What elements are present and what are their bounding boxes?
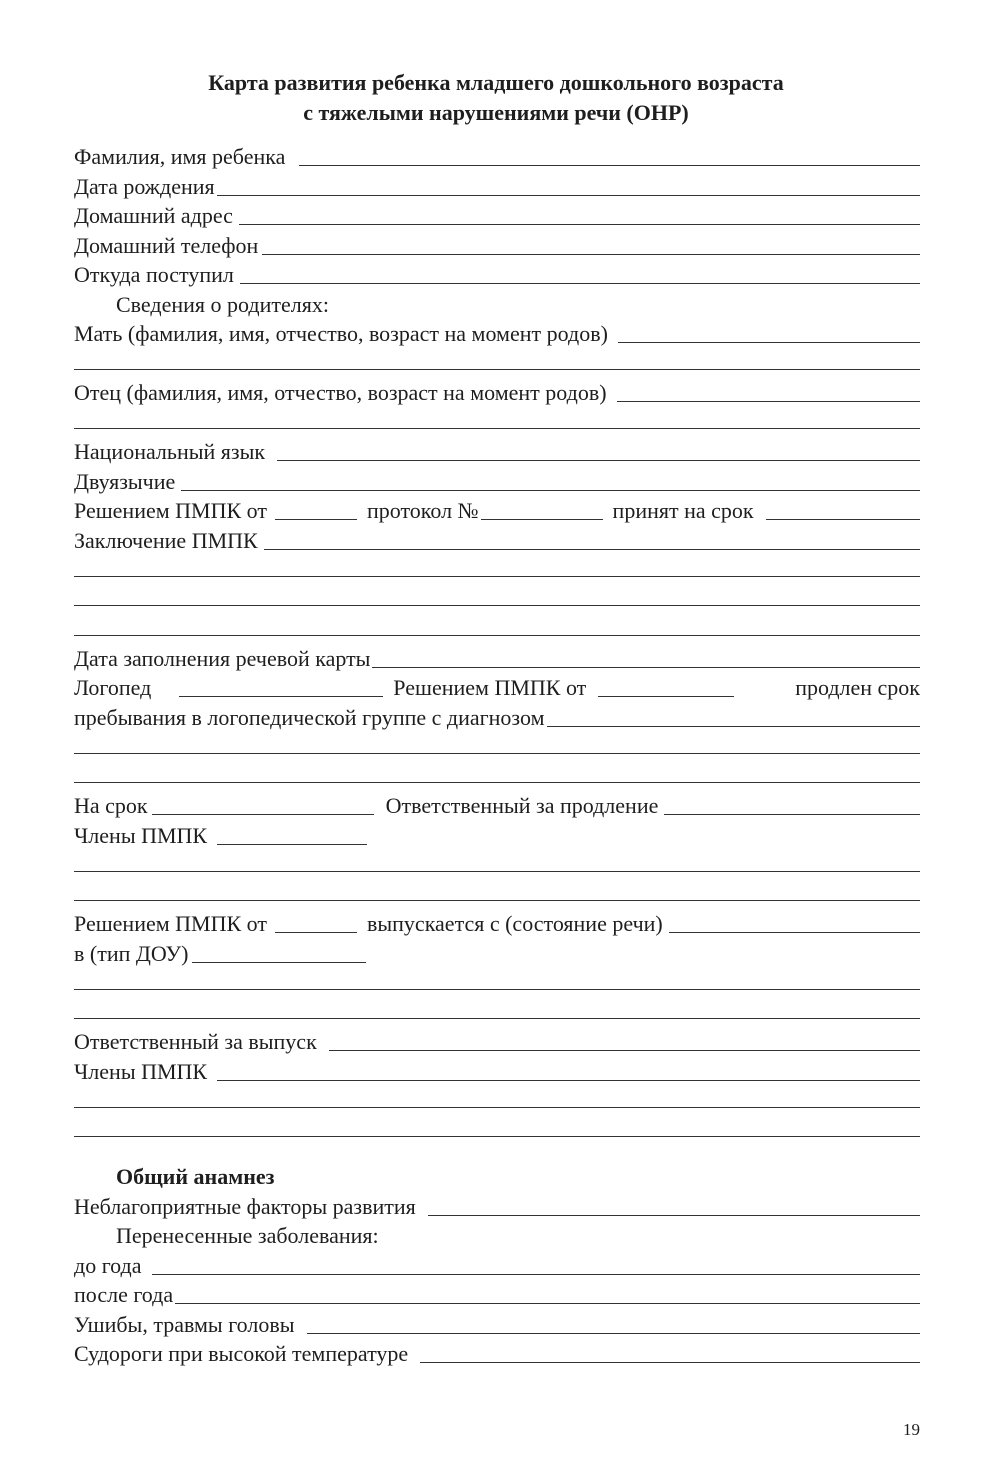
home-phone-label: Домашний телефон (74, 232, 259, 258)
pmpk-conclusion-label: Заключение ПМПК (74, 527, 258, 553)
child-name-field[interactable] (299, 145, 920, 166)
seizures-field[interactable] (420, 1342, 920, 1363)
anamnesis-heading: Общий анамнез (116, 1164, 275, 1189)
row-father (74, 378, 920, 408)
row-pmpk-release (74, 909, 920, 939)
pmpk-decision-3-date-field[interactable] (275, 912, 357, 933)
pmpk-members-2-field[interactable] (217, 1060, 920, 1081)
unfavorable-factors-label: Неблагоприятные факторы развития (74, 1193, 416, 1219)
row-unfavorable-factors (74, 1192, 920, 1222)
dou-type-line-3[interactable] (74, 998, 920, 1028)
mother-field[interactable] (618, 322, 920, 343)
anamnesis-section (74, 1162, 920, 1369)
pmpk-members-2-line-2[interactable] (74, 1086, 920, 1116)
birth-date-label: Дата рождения (74, 173, 215, 199)
head-injuries-label: Ушибы, травмы головы (74, 1311, 295, 1337)
row-head-injuries (74, 1310, 920, 1340)
accepted-for-label: принят на срок (612, 498, 754, 523)
home-address-label: Домашний адрес (74, 203, 233, 228)
parents-heading: Сведения о родителях: (116, 291, 329, 317)
pmpk-members-field[interactable] (217, 824, 367, 845)
protocol-no-label: протокол № (366, 498, 479, 523)
home-address-field[interactable] (239, 204, 920, 225)
protocol-no-field[interactable] (481, 499, 603, 520)
responsible-extension-label: Ответственный за продление (385, 793, 659, 818)
row-stay-in-group (74, 703, 920, 733)
diseases-heading: Перенесенные заболевания: (116, 1223, 379, 1248)
pmpk-members-line-3[interactable] (74, 880, 920, 910)
pmpk-conclusion-line-2[interactable] (74, 555, 920, 585)
mother-label: Мать (фамилия, имя, отчество, возраст на момент родов) (74, 321, 608, 346)
row-after-year (74, 1280, 920, 1310)
pmpk-decision-date-field[interactable] (275, 499, 357, 520)
row-pmpk-members (74, 821, 920, 851)
released-with-field[interactable] (669, 912, 920, 933)
before-year-field[interactable] (152, 1254, 921, 1275)
dou-type-field[interactable] (192, 942, 366, 963)
pmpk-members-2-line-3[interactable] (74, 1116, 920, 1146)
row-child-name (74, 142, 920, 172)
unfavorable-factors-field[interactable] (428, 1195, 920, 1216)
came-from-field[interactable] (240, 263, 920, 284)
pmpk-members-2-label: Члены ПМПК (74, 1058, 208, 1084)
diagnosis-line-2[interactable] (74, 732, 920, 762)
row-for-term (74, 791, 920, 821)
diagnosis-field[interactable] (547, 706, 921, 727)
row-dou-type (74, 939, 920, 969)
father-field-extra-line[interactable] (74, 408, 920, 438)
pmpk-conclusion-line-3[interactable] (74, 585, 920, 615)
row-bilingualism (74, 467, 920, 497)
row-pmpk-conclusion (74, 526, 920, 556)
dou-type-line-2[interactable] (74, 968, 920, 998)
mother-field-extra-line[interactable] (74, 349, 920, 379)
home-phone-field[interactable] (262, 234, 920, 255)
stay-in-group-label: пребывания в логопедической группе с диагнозом (74, 704, 545, 730)
row-speech-therapist (74, 673, 920, 703)
responsible-extension-field[interactable] (664, 794, 920, 815)
form-title-line-2: с тяжелыми нарушениями речи (ОНР) (303, 100, 689, 125)
came-from-label: Откуда поступил (74, 262, 234, 287)
for-term-field[interactable] (152, 794, 374, 815)
dou-type-label: в (тип ДОУ) (74, 940, 189, 966)
pmpk-decision-label: Решением ПМПК от (74, 498, 267, 523)
for-term-label: На срок (74, 793, 148, 818)
card-fill-date-label: Дата заполнения речевой карты (74, 645, 371, 671)
accepted-for-field[interactable] (766, 499, 920, 520)
form-title-line-1: Карта развития ребенка младшего дошкольного возраста (208, 70, 784, 95)
row-card-fill-date (74, 644, 920, 674)
pmpk-members-label: Члены ПМПК (74, 822, 208, 848)
bilingualism-label: Двуязычие (74, 468, 176, 494)
row-seizures (74, 1339, 920, 1369)
row-before-year (74, 1251, 920, 1281)
row-pmpk-decision (74, 496, 920, 526)
pmpk-decision-3-label: Решением ПМПК от (74, 911, 267, 936)
form-title (72, 68, 920, 128)
native-language-field[interactable] (277, 440, 920, 461)
father-label: Отец (фамилия, имя, отчество, возраст на момент родов) (74, 380, 607, 405)
row-parents-heading (74, 290, 920, 320)
responsible-release-field[interactable] (329, 1030, 920, 1051)
after-year-field[interactable] (175, 1283, 920, 1304)
responsible-release-label: Ответственный за выпуск (74, 1029, 317, 1054)
row-diseases-heading (74, 1221, 920, 1251)
extended-label: продлен срок (795, 675, 920, 700)
head-injuries-field[interactable] (307, 1313, 920, 1334)
pmpk-decision-2-date-field[interactable] (598, 676, 734, 697)
before-year-label: до года (74, 1252, 142, 1278)
card-fill-date-field[interactable] (372, 647, 920, 668)
released-with-label: выпускается с (состояние речи) (366, 911, 663, 936)
row-birth-date (74, 172, 920, 202)
child-name-label: Фамилия, имя ребенка (74, 144, 286, 169)
row-home-address (74, 201, 920, 231)
pmpk-conclusion-line-4[interactable] (74, 614, 920, 644)
seizures-label: Судороги при высокой температуре (74, 1341, 409, 1366)
row-came-from (74, 260, 920, 290)
row-responsible-release (74, 1027, 920, 1057)
after-year-label: после года (74, 1282, 174, 1307)
pmpk-decision-2-label: Решением ПМПК от (393, 675, 587, 700)
pmpk-conclusion-field[interactable] (264, 529, 920, 550)
speech-therapist-field[interactable] (179, 676, 383, 697)
row-native-language (74, 437, 920, 467)
row-mother (74, 319, 920, 349)
diagnosis-line-3[interactable] (74, 762, 920, 792)
birth-date-field[interactable] (217, 175, 920, 196)
bilingualism-field[interactable] (181, 470, 920, 491)
native-language-label: Национальный язык (74, 439, 266, 464)
row-pmpk-members-2 (74, 1057, 920, 1087)
row-home-phone (74, 231, 920, 261)
child-info-section (74, 142, 920, 1145)
pmpk-members-line-2[interactable] (74, 850, 920, 880)
speech-therapist-label: Логопед (74, 675, 152, 700)
father-field[interactable] (617, 381, 920, 402)
page-number: 19 (903, 1420, 920, 1439)
row-anamnesis-heading (74, 1162, 920, 1192)
